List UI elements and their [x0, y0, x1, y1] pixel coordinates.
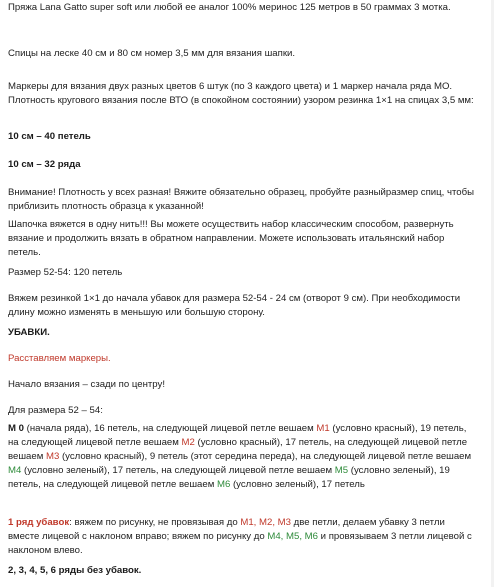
- for-size-line: [8, 404, 103, 418]
- m0-text-4: (условно красный), 9 петель (этот середина переда), на следующей лицевой петле вешаем: [59, 451, 472, 462]
- marker-m3: М3: [45, 451, 60, 462]
- m0-text-6: (условно зеленый), 19 петель, на следующей лицевой петле вешаем: [8, 465, 450, 490]
- row1-markers-red: М1, М2, М3: [240, 517, 291, 528]
- one-thread-paragraph: Шапочка вяжется в одну нить!!! Вы можете осуществить набор классическим способом, развернуть вязание и продолжить вязать в обратном направлении. Можете использовать итальянский набор петель.: [8, 219, 454, 258]
- attention-paragraph: Внимание! Плотность у всех разная! Вяжите обязательно образец, пробуйте разныйразмер спиц, чтобы приблизить плотность образца к указанной!: [8, 187, 474, 212]
- decreases-heading: УБАВКИ.: [8, 327, 50, 338]
- marker-m4: М4: [8, 465, 22, 476]
- marker-placement-paragraph: [8, 422, 478, 492]
- marker-m6: М6: [216, 479, 231, 490]
- row1-paragraph: [8, 516, 478, 558]
- m0-text-1: (начала ряда), 16 петель, на следующей лицевой петле вешаем: [24, 423, 317, 434]
- for-size-text: Для размера 52 – 54:: [8, 405, 103, 416]
- start-line: Начало вязания – сзади по центру!: [8, 379, 165, 390]
- marker-m0: М 0: [8, 423, 24, 434]
- m0-text-7: (условно зеленый), 17 петель: [230, 479, 365, 490]
- marker-m2: М2: [181, 437, 195, 448]
- place-markers-line: Расставляем маркеры.: [8, 353, 111, 364]
- row1-markers-green: М4, М5, М6: [267, 531, 318, 542]
- m0-text-5: (условно зеленый), 17 петель, на следующей лицевой петле вешаем: [21, 465, 335, 476]
- size-paragraph: Размер 52-54: 120 петель: [8, 267, 123, 278]
- needles-paragraph: Спицы на леске 40 см и 80 см номер 3,5 мм для вязания шапки.: [8, 48, 296, 59]
- m0-text-3: (условно красный), 17 петель, на следующей лицевой петле вешаем: [8, 437, 468, 462]
- markers-paragraph: Маркеры для вязания двух разных цветов 6 штук (по 3 каждого цвета) и 1 маркер начала ряда МО. Плотность кругового вязания после ВТО (в спокойном состоянии) узором резинка 1×1 на спицах 3,5 мм:: [8, 81, 474, 106]
- yarn-paragraph: Пряжа Lana Gatto super soft или любой ее аналог 100% меринос 125 метров в 50 граммах 3 мотка.: [8, 2, 451, 13]
- row1-label: 1 ряд убавок: [8, 517, 70, 528]
- gauge-stitches: 10 см – 40 петель: [8, 131, 91, 142]
- m0-text-2: (условно красный), 19 петель, на следующей лицевой петле вешаем: [8, 423, 467, 448]
- marker-m1: М1: [316, 423, 330, 434]
- rows-no-decrease: 2, 3, 4, 5, 6 ряды без убавок.: [8, 565, 142, 576]
- row1-text-3: и провязываем 3 петли лицевой с наклоном влево.: [8, 531, 472, 556]
- marker-m5: М5: [334, 465, 349, 476]
- row1-text-2: две петли, делаем убавку 3 петли вместе лицевой с наклоном вправо; вяжем по рисунку до: [8, 517, 445, 542]
- gauge-rows: 10 см – 32 ряда: [8, 159, 81, 170]
- rib-paragraph: Вяжем резинкой 1×1 до начала убавок для размера 52-54 - 24 см (отворот 9 см). При необходимости длину можно изменять в меньшую или большую сторону.: [8, 293, 461, 318]
- row1-text-1: : вяжем по рисунку, не провязывая до: [69, 517, 241, 528]
